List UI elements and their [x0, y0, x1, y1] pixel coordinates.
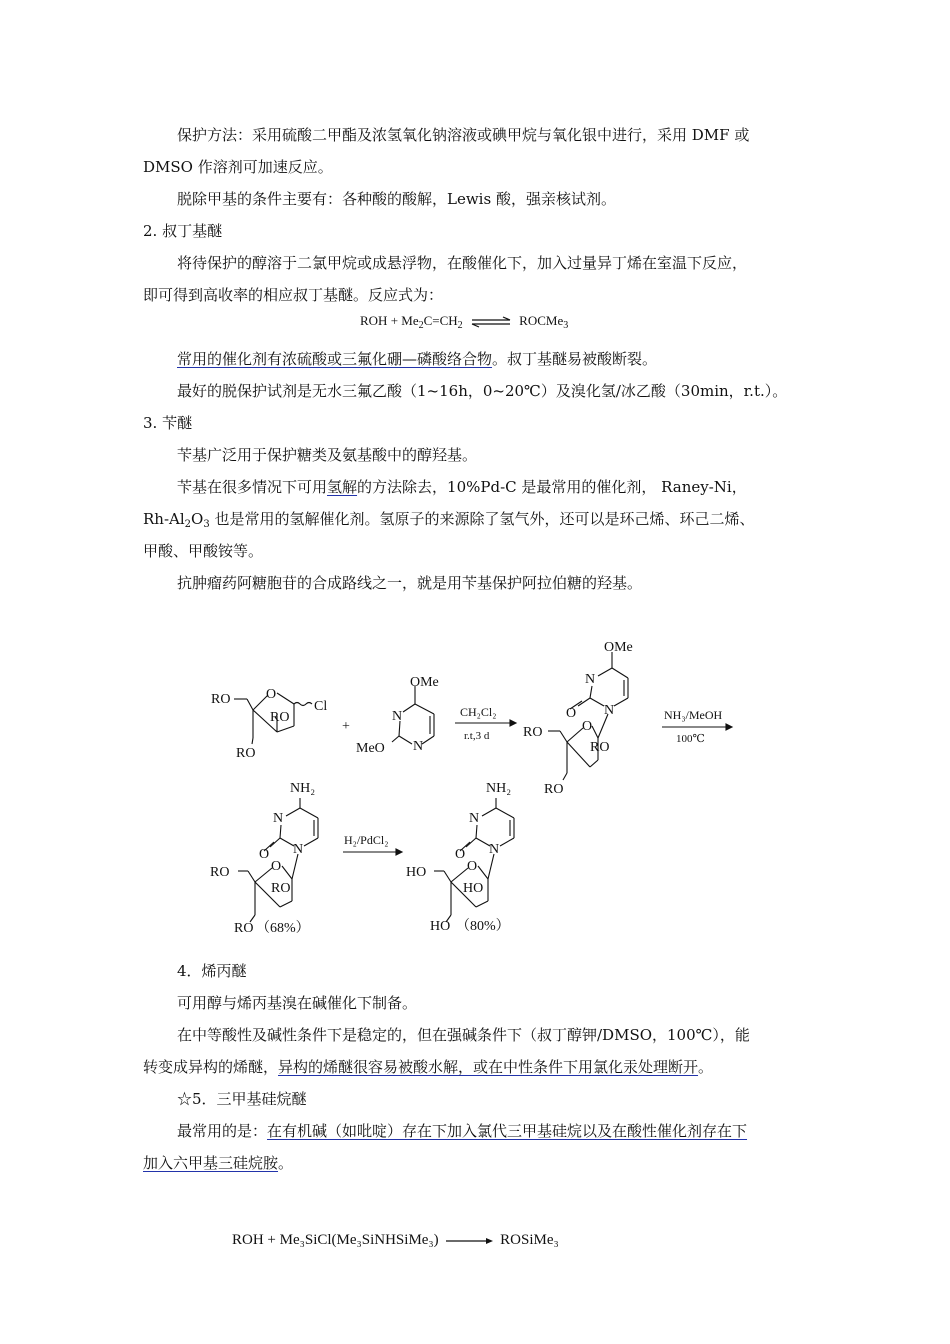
mol4-ring-o: O	[271, 859, 282, 874]
allyl-para3-b: 。	[698, 1058, 714, 1076]
mol5-n2: N	[489, 842, 500, 857]
tms-eq-right: ROSiMe₃	[500, 1232, 559, 1248]
benzyl-para2	[177, 477, 747, 497]
mol5-carbonyl-o: O	[455, 847, 466, 862]
mol3-ro-mid: RO	[590, 740, 610, 755]
mol3-ro-top: RO	[523, 725, 543, 740]
hydrogenolysis-term: 氢解	[327, 478, 358, 496]
benzyl-para2-b: 的方法除去，10%Pd-C 是最常用的催化剂， Raney-Ni，	[357, 478, 747, 496]
mol2-ome: OMe	[410, 675, 439, 690]
benzyl-para3-sub1: 2	[184, 519, 192, 530]
tbu-heading: 2. 叔丁基醚	[143, 222, 223, 240]
mol5-ho-top: HO	[406, 865, 427, 880]
cond1-label: r.t,3 d	[464, 730, 490, 742]
benzyl-para5: 抗肿瘤药阿糖胞苷的合成路线之一，就是用苄基保护阿拉伯糖的羟基。	[177, 574, 643, 592]
scheme-plus: +	[342, 719, 350, 734]
reagent1-label: CH₂Cl₂	[460, 705, 497, 719]
allyl-para3-a: 转变成异构的烯醚，	[143, 1058, 279, 1076]
tms-heading: ☆5．三甲基硅烷醚	[177, 1090, 307, 1108]
reagent2-label: NH₃/MeOH	[664, 708, 723, 722]
mol4-carbonyl-o: O	[259, 847, 270, 862]
tms-para2-b: 。	[278, 1154, 294, 1172]
mol1-ro-bottom: RO	[236, 746, 256, 761]
reagent3-label: H₂/PdCl₂	[344, 833, 389, 847]
benzyl-para3	[143, 509, 755, 529]
mol4-n1: N	[273, 811, 284, 826]
mol1-ro-top: RO	[211, 692, 231, 707]
allyl-para1: 可用醇与烯丙基溴在碱催化下制备。	[177, 994, 418, 1012]
tbu-catalyst-rest: 。叔丁基醚易被酸断裂。	[492, 350, 658, 368]
benzyl-heading: 3. 苄醚	[143, 414, 193, 432]
tbu-catalyst	[177, 349, 657, 369]
tbu-eq-mid: C=CH	[423, 313, 458, 328]
tbu-catalyst-underlined: 常用的催化剂有浓硫酸或三氟化硼—磷酸络合物	[177, 350, 493, 368]
tbu-para-line1: 将待保护的醇溶于二氯甲烷或成悬浮物，在酸催化下，加入过量异丁烯在室温下反应，	[177, 254, 748, 272]
tbu-eq-left: ROH + Me	[360, 313, 419, 328]
benzyl-para4: 甲酸、甲酸铵等。	[143, 542, 264, 560]
mol5-nh2: NH₂	[486, 781, 512, 796]
mol4-ro-top: RO	[210, 865, 230, 880]
mol1-ring-o: O	[266, 687, 277, 702]
tbu-equation	[360, 313, 568, 329]
tms-para2-underlined: 加入六甲基三硅烷胺	[143, 1154, 279, 1172]
mol1-cl: Cl	[314, 699, 328, 714]
tms-para1-a: 最常用的是：	[177, 1122, 268, 1140]
equilibrium-arrow-icon	[470, 316, 512, 328]
tms-para1-underlined: 在有机碱（如吡啶）存在下加入氯代三甲基硅烷以及在酸性催化剂存在下	[267, 1122, 748, 1140]
mol4-n2: N	[293, 842, 304, 857]
mol3-carbonyl-o: O	[566, 706, 577, 721]
tms-eq-left: ROH + Me₃SiCl(Me₃SiNHSiMe₃)	[232, 1232, 439, 1248]
tbu-eq-sub1: 2	[418, 320, 424, 331]
allyl-heading: 4．烯丙醚	[177, 962, 247, 980]
mol1-ro-mid: RO	[270, 710, 290, 725]
tbu-eq-sub2: 2	[457, 320, 463, 331]
tms-equation	[232, 1232, 559, 1249]
mol4-nh2: NH₂	[290, 781, 316, 796]
mol3-ring-o: O	[582, 719, 593, 734]
mol3-ome: OMe	[604, 640, 633, 655]
methyl-protect-line1: 保护方法：采用硫酸二甲酯及浓氢氧化钠溶液或碘甲烷与氧化银中进行，采用 DMF 或	[177, 126, 750, 144]
cond2-label: 100℃	[676, 733, 705, 745]
benzyl-para3-b: O	[191, 510, 204, 528]
mol4-ro-bottom: RO	[234, 921, 254, 936]
tms-para1	[177, 1121, 747, 1141]
mol2-n1: N	[392, 709, 403, 724]
tbu-eq-sub3: 3	[563, 320, 569, 331]
tms-para2	[143, 1153, 293, 1173]
methyl-deprotect: 脱除甲基的条件主要有：各种酸的酸解，Lewis 酸，强亲核试剂。	[177, 190, 616, 208]
tbu-deprotect: 最好的脱保护试剂是无水三氟乙酸（1~16h，0~20℃）及溴化氢/冰乙酸（30min，r.t.）。	[177, 382, 788, 400]
methyl-protect-line2: DMSO 作溶剂可加速反应。	[143, 158, 333, 176]
mol5-ho-mid: HO	[463, 881, 484, 896]
allyl-para3-underlined: 异构的烯醚很容易被酸水解，或在中性条件下用氯化汞处理断开	[278, 1058, 699, 1076]
tbu-para-line2: 即可得到高收率的相应叔丁基醚。反应式为：	[143, 286, 444, 304]
reaction-arrow-icon	[444, 1236, 494, 1246]
benzyl-para3-a: Rh-Al	[143, 510, 185, 528]
cytarabine-synthesis-scheme	[0, 630, 950, 950]
mol3-n1: N	[585, 672, 596, 687]
benzyl-para2-a: 苄基在很多情况下可用	[177, 478, 328, 496]
mol4-ro-mid: RO	[271, 881, 291, 896]
mol4-yield: （68%）	[256, 921, 310, 936]
benzyl-para1: 苄基广泛用于保护糖类及氨基酸中的醇羟基。	[177, 446, 478, 464]
allyl-para3	[143, 1057, 713, 1077]
mol2-meo: MeO	[356, 741, 385, 756]
mol5-ring-o: O	[467, 859, 478, 874]
allyl-para2: 在中等酸性及碱性条件下是稳定的，但在强碱条件下（叔丁醇钾/DMSO，100℃），能	[177, 1026, 750, 1044]
benzyl-para3-sub2: 3	[203, 519, 210, 530]
mol3-ro-bottom: RO	[544, 782, 564, 797]
mol5-yield: （80%）	[456, 919, 510, 934]
mol2-n2: N	[413, 739, 424, 754]
mol5-n1: N	[469, 811, 480, 826]
tbu-eq-right: ROCMe	[519, 313, 564, 328]
mol3-n2: N	[604, 703, 615, 718]
benzyl-para3-c: 也是常用的氢解催化剂。氢原子的来源除了氢气外，还可以是环己烯、环己二烯、	[209, 510, 755, 528]
mol5-ho-bottom: HO	[430, 919, 451, 934]
